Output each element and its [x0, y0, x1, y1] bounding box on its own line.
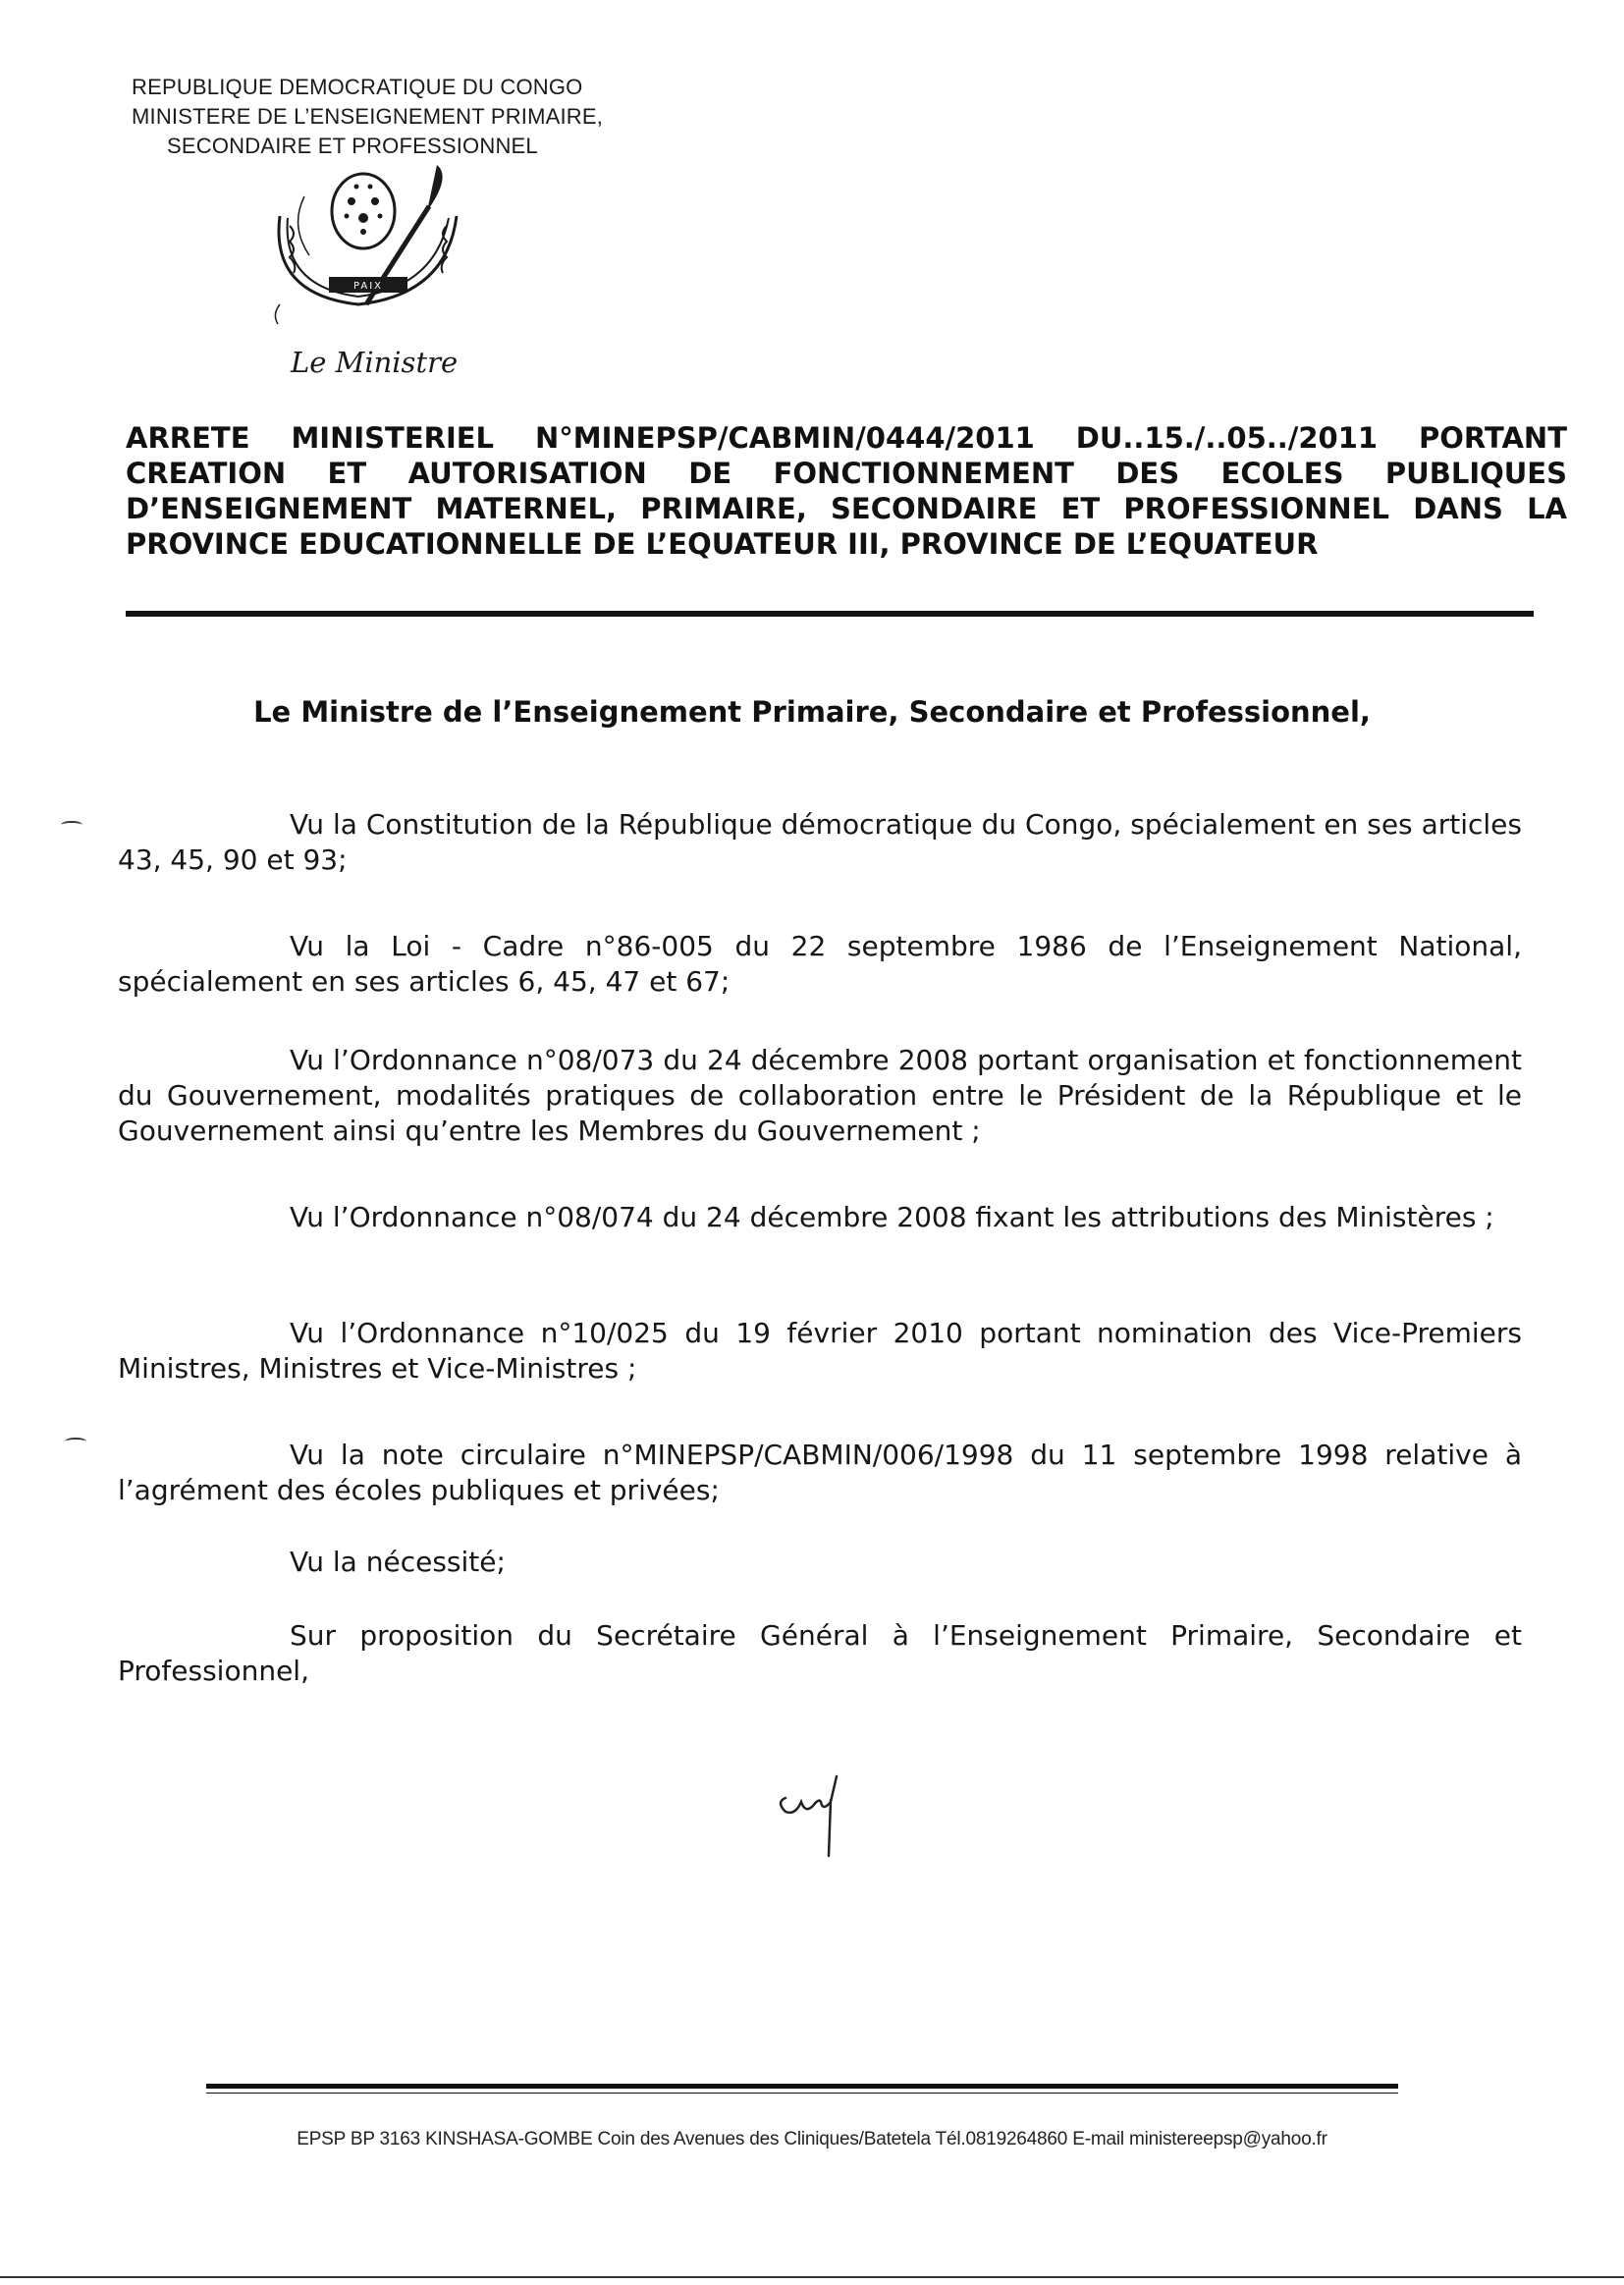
scan-edge-line [0, 2276, 1624, 2278]
decree-title-line-3: D’ENSEIGNEMENT MATERNEL, PRIMAIRE, SECONDAIRE ET PROFESSIONNEL DANS LA [126, 492, 1567, 525]
drc-coat-of-arms-icon [250, 157, 486, 334]
paragraph-note-circulaire: Vu la note circulaire n°MINEPSP/CABMIN/006/1998 du 11 septembre 1998 relative à l’agrément des écoles publiques et privées; [118, 1439, 1522, 1506]
footer-rule-thin [206, 2093, 1398, 2094]
letterhead-country: REPUBLIQUE DEMOCRATIQUE DU CONGO [132, 75, 583, 99]
letterhead-ministry-cont: SECONDAIRE ET PROFESSIONNEL [167, 134, 538, 158]
paragraph-ordonnance-10-025: Vu l’Ordonnance n°10/025 du 19 février 2010 portant nomination des Vice-Premiers Ministres, Ministres et Vice-Ministres ; [118, 1317, 1522, 1385]
letterhead-ministry: MINISTERE DE L’ENSEIGNEMENT PRIMAIRE, [132, 104, 604, 129]
letterhead [132, 73, 603, 161]
footer-rule [206, 2084, 1398, 2089]
paragraph-proposition: Sur proposition du Secrétaire Général à l’Enseignement Primaire, Secondaire et Professionnel, [118, 1619, 1522, 1687]
margin-mark [65, 1438, 86, 1445]
margin-mark [61, 821, 82, 829]
paragraph-necessite: Vu la nécessité; [290, 1546, 506, 1578]
footer-contact: EPSP BP 3163 KINSHASA-GOMBE Coin des Avenues des Cliniques/Batetela Tél.0819264860 E-mail ministereepsp@yahoo.fr [297, 2129, 1327, 2149]
issuing-authority-heading: Le Ministre de l’Enseignement Primaire, Secondaire et Professionnel, [253, 695, 1371, 729]
decree-title-line-1: ARRETE MINISTERIEL N°MINEPSP/CABMIN/0444/2011 DU..15./..05../2011 PORTANT [126, 421, 1567, 455]
decree-title [126, 420, 1567, 562]
paragraph-ordonnance-08-073: Vu l’Ordonnance n°08/073 du 24 décembre 2008 portant organisation et fonctionnement du Gouvernement, modalités pratiques de collaboration entre le Président de la République et le Gouvernement ainsi qu’entre les Membres du Gouvernement ; [118, 1044, 1522, 1147]
paragraph-ordonnance-08-074: Vu l’Ordonnance n°08/074 du 24 décembre 2008 fixant les attributions des Ministères ; [290, 1201, 1494, 1233]
svg-text:PAIX: PAIX [352, 281, 384, 292]
title-underline [126, 611, 1534, 617]
paragraph-constitution: Vu la Constitution de la République démocratique du Congo, spécialement en ses articles 43, 45, 90 et 93; [118, 808, 1522, 876]
decree-title-line-2: CREATION ET AUTORISATION DE FONCTIONNEMENT DES ECOLES PUBLIQUES [126, 457, 1567, 490]
handwritten-initials-icon [772, 1763, 860, 1871]
paragraph-loi-cadre: Vu la Loi - Cadre n°86-005 du 22 septembre 1986 de l’Enseignement National, spécialement en ses articles 6, 45, 47 et 67; [118, 930, 1522, 998]
minister-signature-label: Le Ministre [291, 346, 459, 379]
decree-title-line-4: PROVINCE EDUCATIONNELLE DE L’EQUATEUR III, PROVINCE DE L’EQUATEUR [126, 527, 1319, 561]
